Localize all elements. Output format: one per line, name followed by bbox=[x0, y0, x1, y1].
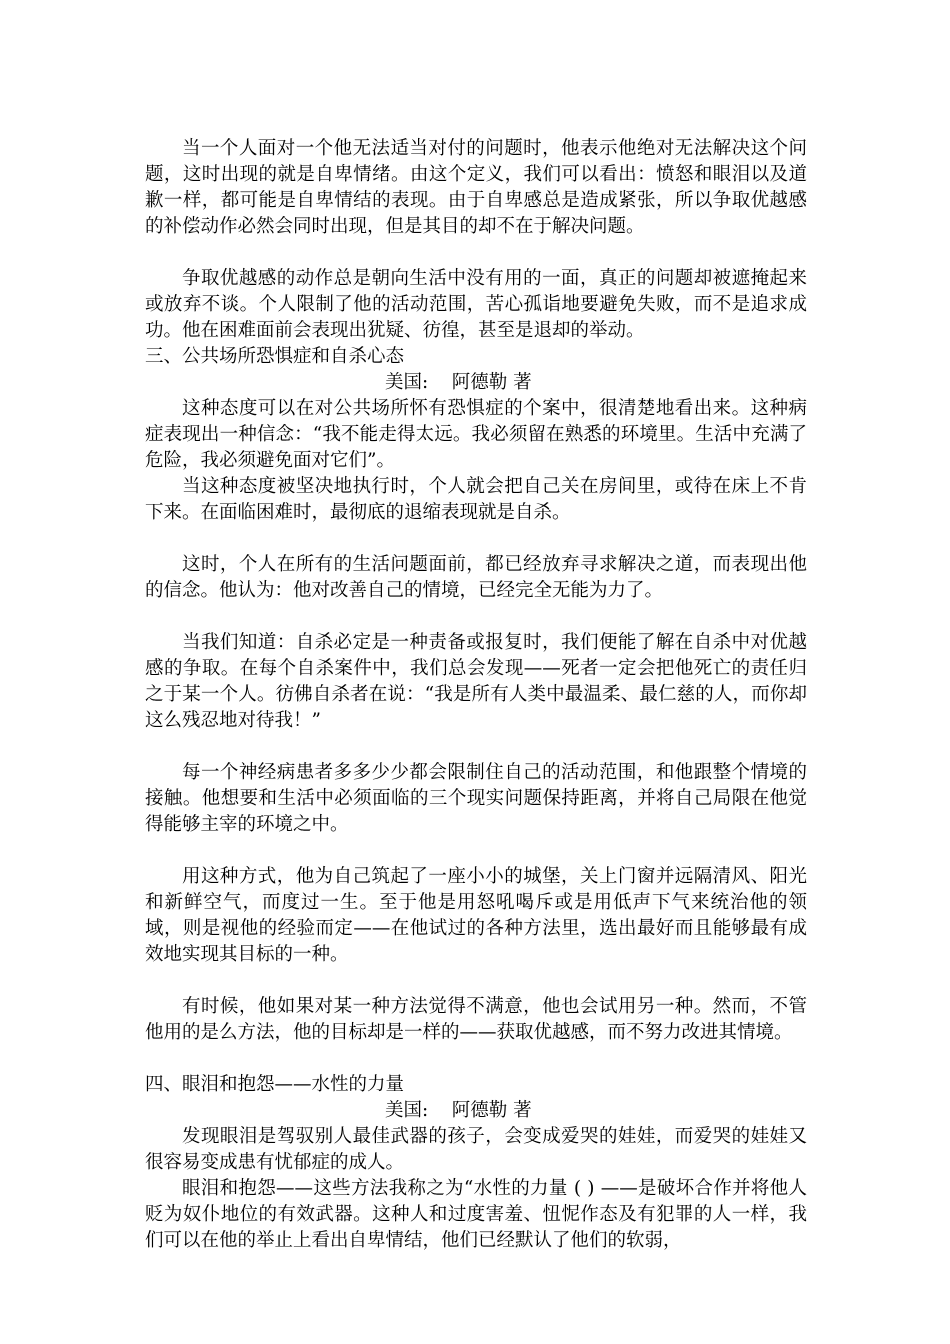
section-4-byline: 美国: 阿德勒 著 bbox=[385, 1100, 532, 1121]
paragraph-5: 这时，个人在所有的生活问题面前，都已经放弃寻求解决之道，而表现出他的信念。他认为：他对改善自己的情境，已经完全无能为力了。 bbox=[145, 554, 807, 601]
paragraph-8: 用这种方式，他为自己筑起了一座小小的城堡，关上门窗并远隔清风、阳光和新鲜空气，而度过一生。至于他是用怒吼喝斥或是用低声下气来统治他的领域，则是视他的经验而定——在他试过的各种方法里，选出最好而且能够最有成效地实现其目标的一种。 bbox=[145, 866, 807, 965]
paragraph-gap bbox=[145, 734, 807, 760]
paragraph-gap bbox=[145, 1046, 807, 1072]
section-3-byline: 美国: 阿德勒 著 bbox=[385, 372, 532, 393]
paragraph-gap bbox=[145, 240, 807, 266]
paragraph-gap bbox=[145, 838, 807, 864]
section-4-heading: 四、眼泪和抱怨——水性的力量 bbox=[145, 1074, 405, 1095]
paragraph-gap bbox=[145, 968, 807, 994]
paragraph-11: 眼泪和抱怨——这些方法我称之为“水性的力量 ( ) ——是破坏合作并将他人贬为奴仆地位的有效武器。这种人和过度害羞、忸怩作态及有犯罪的人一样，我们可以在他的举止上看出自卑情结，他们已经默认了他们的软弱， bbox=[145, 1178, 807, 1251]
paragraph-1: 当一个人面对一个他无法适当对付的问题时，他表示他绝对无法解决这个问题，这时出现的就是自卑情绪。由这个定义，我们可以看出：愤怒和眼泪以及道歉一样，都可能是自卑情结的表现。由于自卑感总是造成紧张，所以争取优越感的补偿动作必然会同时出现，但是其目的却不在于解决问题。 bbox=[145, 138, 807, 237]
paragraph-2: 争取优越感的动作总是朝向生活中没有用的一面，真正的问题却被遮掩起来或放弃不谈。个人限制了他的活动范围，苦心孤诣地要避免失败，而不是追求成功。他在困难面前会表现出犹疑、彷徨，甚至是退却的举动。 bbox=[145, 268, 807, 341]
document-page bbox=[145, 136, 807, 1254]
paragraph-6: 当我们知道：自杀必定是一种责备或报复时，我们便能了解在自杀中对优越感的争取。在每个自杀案件中，我们总会发现——死者一定会把他死亡的责任归之于某一个人。彷佛自杀者在说：“我是所有人类中最温柔、最仁慈的人，而你却这么残忍地对待我！” bbox=[145, 632, 807, 731]
paragraph-gap bbox=[145, 526, 807, 552]
paragraph-4: 当这种态度被坚决地执行时，个人就会把自己关在房间里，或待在床上不肯下来。在面临困难时，最彻底的退缩表现就是自杀。 bbox=[145, 476, 807, 523]
paragraph-7: 每一个神经病患者多多少少都会限制住自己的活动范围，和他跟整个情境的接触。他想要和生活中必须面临的三个现实问题保持距离，并将自己局限在他觉得能够主宰的环境之中。 bbox=[145, 762, 807, 835]
paragraph-gap bbox=[145, 604, 807, 630]
section-3-heading: 三、公共场所恐惧症和自杀心态 bbox=[145, 346, 405, 367]
paragraph-9: 有时候，他如果对某一种方法觉得不满意，他也会试用另一种。然而，不管他用的是么方法，他的目标却是一样的——获取优越感，而不努力改进其情境。 bbox=[145, 996, 807, 1043]
paragraph-3: 这种态度可以在对公共场所怀有恐惧症的个案中，很清楚地看出来。这种病症表现出一种信念：“我不能走得太远。我必须留在熟悉的环境里。生活中充满了危险，我必须避免面对它们”。 bbox=[145, 398, 807, 471]
paragraph-10: 发现眼泪是驾驭别人最佳武器的孩子，会变成爱哭的娃娃，而爱哭的娃娃又很容易变成患有忧郁症的成人。 bbox=[145, 1126, 807, 1173]
